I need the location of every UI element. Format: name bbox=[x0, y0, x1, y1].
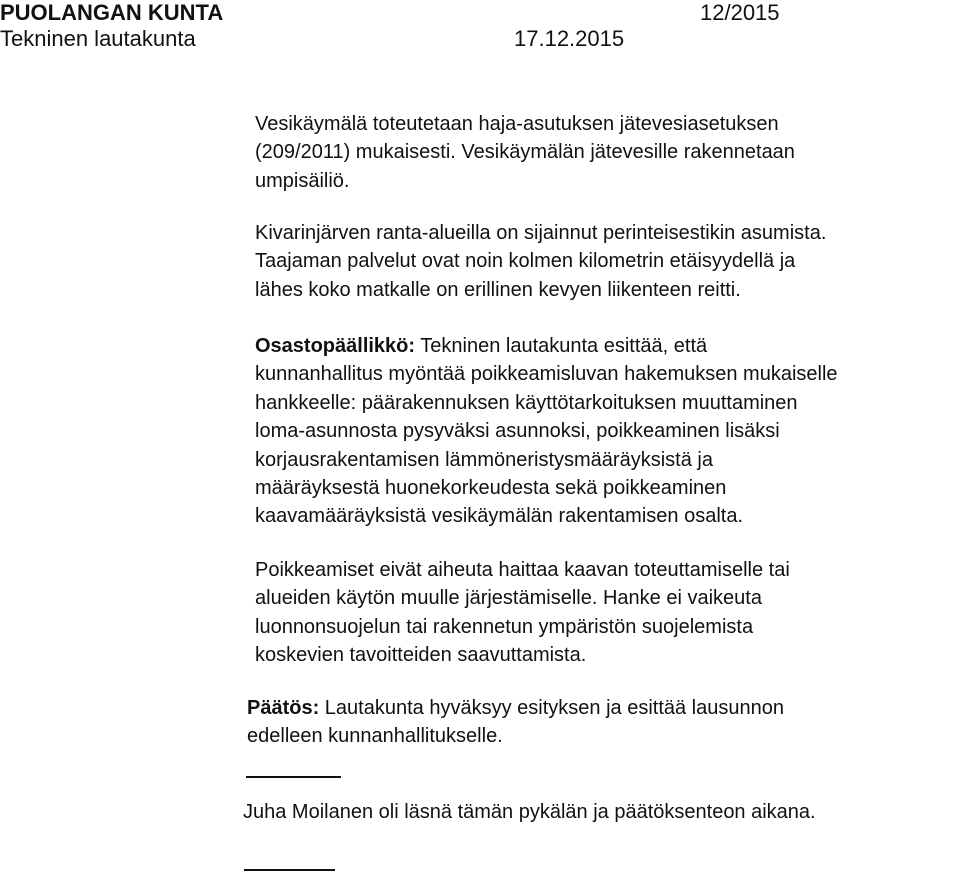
text-line: koskevien tavoitteiden saavuttamista. bbox=[255, 644, 587, 667]
organization-name: PUOLANGAN KUNTA bbox=[0, 0, 224, 25]
text-line: määräyksestä huonekorkeudesta sekä poikkeaminen bbox=[255, 477, 727, 500]
issue-number: 12/2015 bbox=[700, 0, 780, 25]
text-line: hankkeelle: päärakennuksen käyttötarkoituksen muuttaminen bbox=[255, 391, 798, 414]
decision-first-line: Lautakunta hyväksyy esityksen ja esittää lausunnon bbox=[319, 697, 784, 719]
text-line: Taajaman palvelut ovat noin kolmen kilometrin etäisyydellä ja bbox=[255, 250, 796, 273]
text-line: umpisäiliö. bbox=[255, 169, 350, 192]
meeting-date: 17.12.2015 bbox=[514, 26, 625, 51]
separator-line bbox=[244, 869, 335, 871]
paragraph-deviations bbox=[255, 556, 790, 670]
text-line: alueiden käytön muulle järjestämiselle. Hanke ei vaikeuta bbox=[255, 587, 762, 610]
paragraph-decision bbox=[247, 694, 784, 751]
attendance-note bbox=[243, 798, 816, 826]
text-line: (209/2011) mukaisesti. Vesikäymälän jätevesille rakennetaan bbox=[255, 141, 795, 164]
text-line: Poikkeamiset eivät aiheuta haittaa kaavan toteuttamiselle tai bbox=[255, 559, 790, 581]
text-line: luonnonsuojelun tai rakennetun ympäristön suojelemista bbox=[255, 615, 754, 638]
paragraph-toilet bbox=[255, 110, 795, 195]
text-line: kunnanhallitus myöntää poikkeamisluvan hakemuksen mukaiselle bbox=[255, 363, 838, 386]
proposal-first-line: Tekninen lautakunta esittää, että bbox=[415, 335, 708, 357]
paragraph-area bbox=[255, 219, 826, 304]
text-line: korjausrakentamisen lämmöneristysmääräyksistä ja bbox=[255, 448, 713, 471]
separator-line bbox=[246, 776, 341, 778]
text-line: edelleen kunnanhallitukselle. bbox=[247, 725, 503, 748]
text-line: Vesikäymälä toteutetaan haja-asutuksen jätevesiasetuksen bbox=[255, 113, 779, 135]
text-line bbox=[255, 332, 838, 360]
text-line: lähes koko matkalle on erillinen kevyen liikenteen reitti. bbox=[255, 278, 741, 301]
paragraph-proposal bbox=[255, 332, 838, 531]
text-line: kaavamääräyksistä vesikäymälän rakentamisen osalta. bbox=[255, 505, 743, 528]
text-line: Juha Moilanen oli läsnä tämän pykälän ja päätöksenteon aikana. bbox=[243, 801, 816, 823]
text-line bbox=[247, 694, 784, 722]
text-line: loma-asunnosta pysyväksi asunnoksi, poikkeaminen lisäksi bbox=[255, 420, 780, 443]
decision-label: Päätös: bbox=[247, 697, 320, 719]
text-line: Kivarinjärven ranta-alueilla on sijainnut perinteisestikin asumista. bbox=[255, 222, 827, 244]
board-name: Tekninen lautakunta bbox=[0, 26, 196, 51]
proposal-label: Osastopäällikkö: bbox=[255, 335, 416, 357]
